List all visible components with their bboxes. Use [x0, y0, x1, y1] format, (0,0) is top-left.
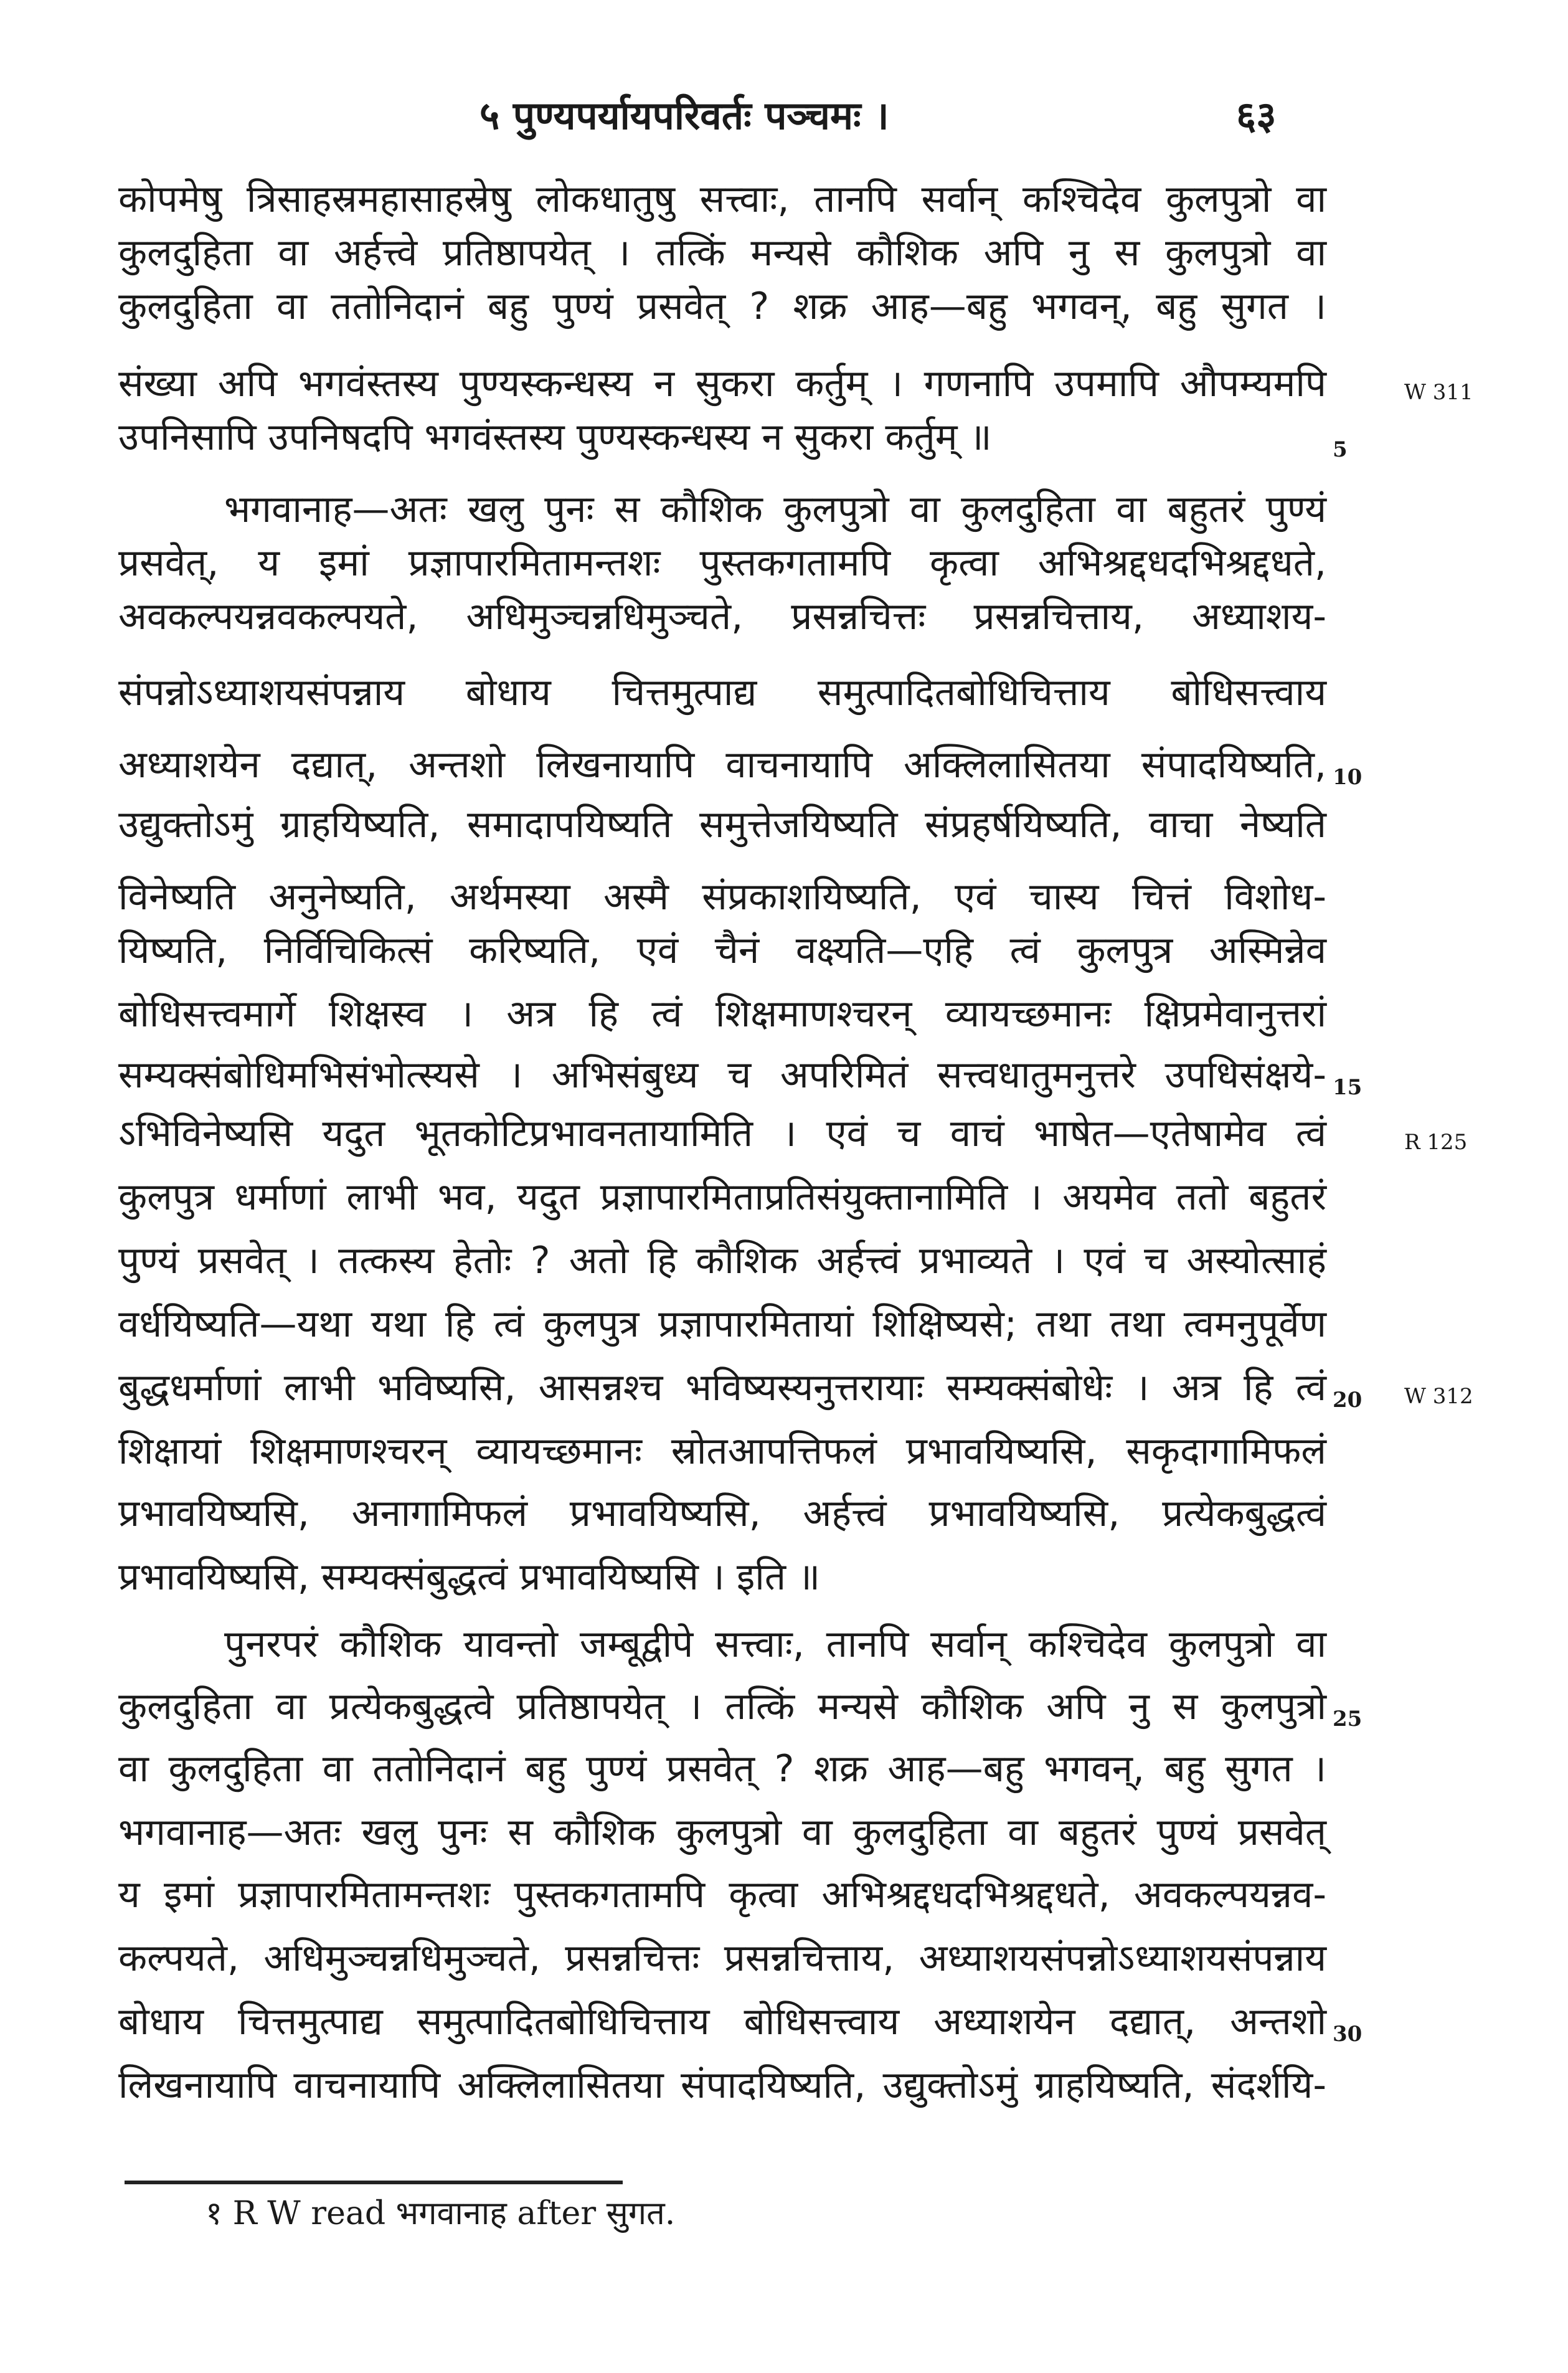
text-line: संख्या अपि भगवंस्तस्य पुण्यस्कन्धस्य न सुकरा कर्तुम् । गणनापि उपमापि औपम्यमपि — [118, 362, 1326, 405]
text-line: बोधिसत्त्वमार्गे शिक्षस्व । अत्र हि त्वं शिक्षमाणश्चरन् व्यायच्छमानः क्षिप्रमेवानुत्तरां — [118, 992, 1326, 1036]
text-line: प्रसवेत्, य इमां प्रज्ञापारमितामन्तशः पुस्तकगतामपि कृत्वा अभिश्रद्दधदभिश्रद्दधते, — [118, 541, 1326, 585]
text-line: कोपमेषु त्रिसाहस्रमहासाहस्रेषु लोकधातुषु सत्त्वाः, तानपि सर्वान् कश्चिदेव कुलपुत्रो वा — [118, 178, 1326, 221]
text-line: य इमां प्रज्ञापारमितामन्तशः पुस्तकगतामपि कृत्वा अभिश्रद्दधदभिश्रद्दधते, अवकल्पयन्नव- — [118, 1873, 1326, 1916]
line-number: 15 — [1333, 1075, 1363, 1100]
paragraph-first-line: भगवानाह—अतः खलु पुनः स कौशिक कुलपुत्रो वा कुलदुहिता वा बहुतरं पुण्यं — [224, 488, 1326, 531]
text-line: यिष्यति, निर्विचिकित्सं करिष्यति, एवं चैनं वक्ष्यति—एहि त्वं कुलपुत्र अस्मिन्नेव — [118, 929, 1326, 972]
text-line: शिक्षायां शिक्षमाणश्चरन् व्यायच्छमानः स्रोतआपत्तिफलं प्रभावयिष्यसि, सकृदागामिफलं — [118, 1429, 1326, 1473]
page-number: ६३ — [1236, 93, 1277, 138]
text-line: उद्युक्तोऽमुं ग्राहयिष्यति, समादापयिष्यति समुत्तेजयिष्यति संप्रहर्षयिष्यति, वाचा नेष्यति — [118, 803, 1326, 846]
text-line: विनेष्यति अनुनेष्यति, अर्थमस्या अस्मै संप्रकाशयिष्यति, एवं चास्य चित्तं विशोध- — [118, 875, 1326, 919]
line-number: 25 — [1333, 1707, 1363, 1731]
text-line: बुद्धधर्माणां लाभी भविष्यसि, आसन्नश्च भविष्यस्यनुत्तरायाः सम्यक्संबोधेः । अत्र हि त्वं — [118, 1366, 1326, 1409]
text-line: कुलदुहिता वा ततोनिदानं बहु पुण्यं प्रसवेत् ? शक्र आह—बहु भगवन्, बहु सुगत । — [118, 285, 1326, 328]
text-line: पुण्यं प्रसवेत् । तत्कस्य हेतोः ? अतो हि कौशिक अर्हत्त्वं प्रभाव्यते । एवं च अस्योत्साहं — [118, 1239, 1326, 1282]
text-line: संपन्नोऽध्याशयसंपन्नाय बोधाय चित्तमुत्पाद्य समुत्पादितबोधिचित्ताय बोधिसत्त्वाय — [118, 671, 1326, 714]
text-line: वर्धयिष्यति—यथा यथा हि त्वं कुलपुत्र प्रज्ञापारमितायां शिक्षिष्यसे; तथा तथा त्वमनुपूर्वेण — [118, 1302, 1326, 1346]
text-line: वा कुलदुहिता वा ततोनिदानं बहु पुण्यं प्रसवेत् ? शक्र आह—बहु भगवन्, बहु सुगत । — [118, 1747, 1326, 1791]
line-number: 10 — [1333, 765, 1363, 790]
text-line: अध्याशयेन दद्यात्, अन्तशो लिखनायापि वाचनायापि अक्लिलासितया संपादयिष्यति, — [118, 743, 1326, 787]
chapter-title: ५ पुण्यपर्यायपरिवर्तः पञ्चमः । — [479, 93, 889, 138]
footnote-rule — [125, 2181, 623, 2184]
line-number: 20 — [1333, 1388, 1363, 1413]
text-line: ऽभिविनेष्यसि यदुत भूतकोटिप्रभावनतायामिति । एवं च वाचं भाषेत—एतेषामेव त्वं — [118, 1112, 1326, 1155]
text-line: भगवानाह—अतः खलु पुनः स कौशिक कुलपुत्रो वा कुलदुहिता वा बहुतरं पुण्यं प्रसवेत् — [118, 1811, 1326, 1854]
text-line: कुलदुहिता वा प्रत्येकबुद्धत्वे प्रतिष्ठापयेत् । तत्किं मन्यसे कौशिक अपि नु स कुलपुत्रो — [118, 1685, 1326, 1728]
text-line: सम्यक्संबोधिमभिसंभोत्स्यसे । अभिसंबुध्य च अपरिमितं सत्त्वधातुमनुत्तरे उपधिसंक्षये- — [118, 1053, 1326, 1097]
edition-reference: R 125 — [1404, 1130, 1468, 1155]
line-number: 30 — [1333, 2022, 1363, 2047]
edition-reference: W 312 — [1404, 1384, 1473, 1409]
text-line: अवकल्पयन्नवकल्पयते, अधिमुञ्चन्नधिमुञ्चते, प्रसन्नचित्तः प्रसन्नचित्ताय, अध्याशय- — [118, 595, 1326, 638]
text-line: प्रभावयिष्यसि, सम्यक्संबुद्धत्वं प्रभावयिष्यसि । इति ॥ — [118, 1555, 821, 1599]
line-number: 5 — [1333, 437, 1348, 462]
text-line: बोधाय चित्तमुत्पाद्य समुत्पादितबोधिचित्ताय बोधिसत्त्वाय अध्याशयेन दद्यात्, अन्तशो — [118, 2000, 1326, 2044]
text-line: कुलदुहिता वा अर्हत्त्वे प्रतिष्ठापयेत् । तत्किं मन्यसे कौशिक अपि नु स कुलपुत्रो वा — [118, 231, 1326, 275]
footnote: १ R W read भगवानाह after सुगत. — [205, 2195, 676, 2232]
text-line: कुलपुत्र धर्माणां लाभी भव, यदुत प्रज्ञापारमिताप्रतिसंयुक्तानामिति । अयमेव ततो बहुतरं — [118, 1175, 1326, 1219]
edition-reference: W 311 — [1404, 380, 1473, 405]
running-head — [0, 88, 1568, 138]
text-line: लिखनायापि वाचनायापि अक्लिलासितया संपादयिष्यति, उद्युक्तोऽमुं ग्राहयिष्यति, संदर्शयि- — [118, 2063, 1326, 2107]
text-line: उपनिसापि उपनिषदपि भगवंस्तस्य पुण्यस्कन्धस्य न सुकरा कर्तुम् ॥ — [118, 415, 992, 459]
paragraph-first-line: पुनरपरं कौशिक यावन्तो जम्बूद्वीपे सत्त्वाः, तानपि सर्वान् कश्चिदेव कुलपुत्रो वा — [224, 1622, 1326, 1666]
text-line: कल्पयते, अधिमुञ्चन्नधिमुञ्चते, प्रसन्नचित्तः प्रसन्नचित्ताय, अध्याशयसंपन्नोऽध्याशयसंपन्नाय — [118, 1936, 1326, 1980]
text-line: प्रभावयिष्यसि, अनागामिफलं प्रभावयिष्यसि, अर्हत्त्वं प्रभावयिष्यसि, प्रत्येकबुद्धत्वं — [118, 1492, 1326, 1535]
